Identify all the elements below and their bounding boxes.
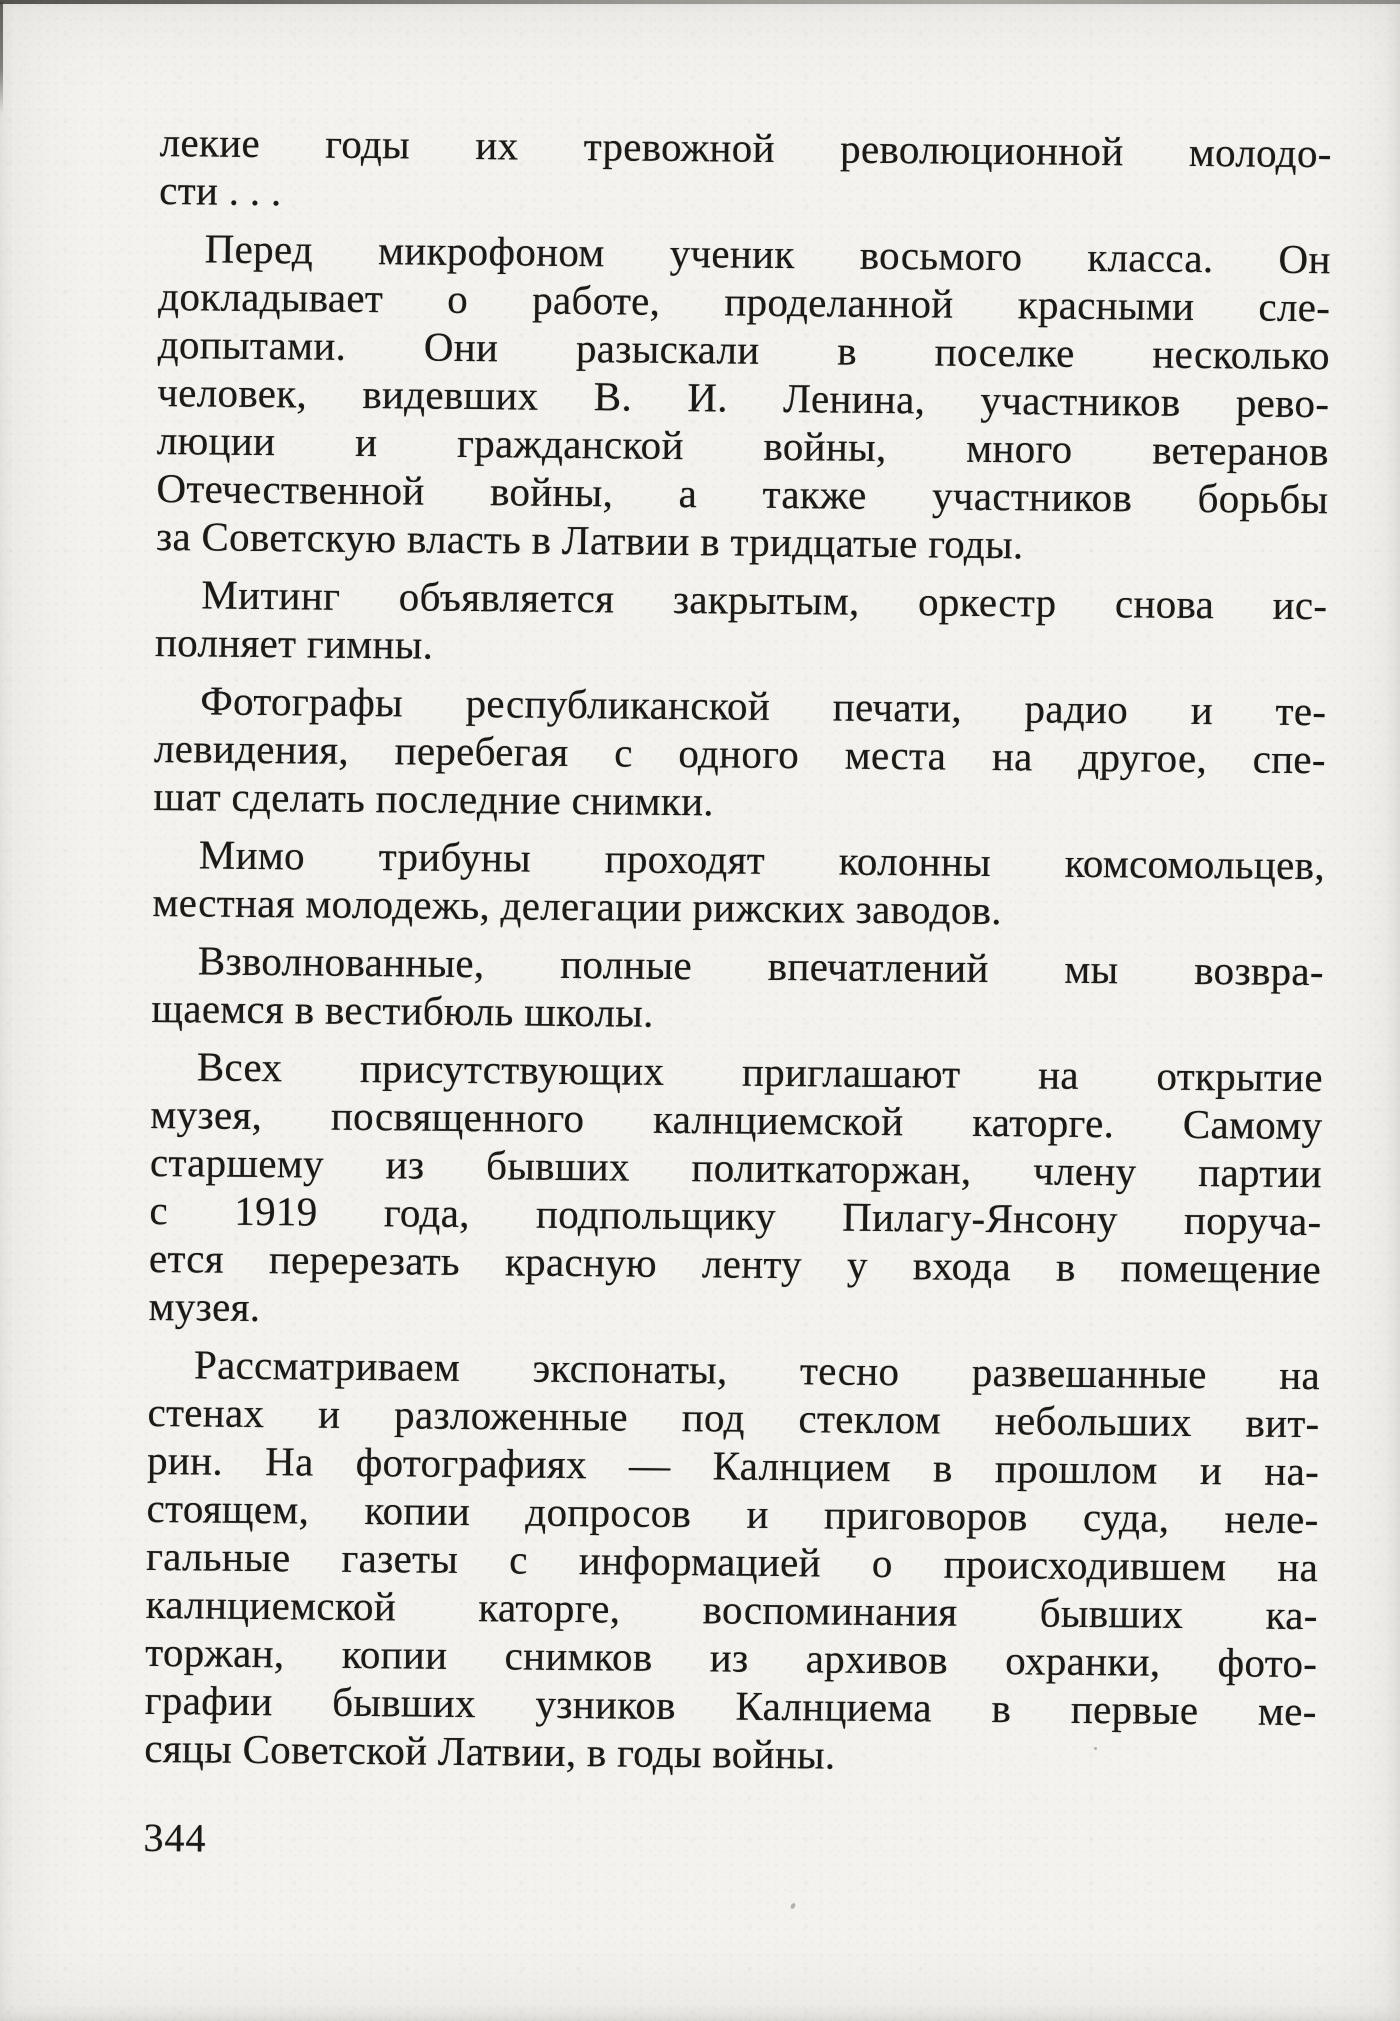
scan-edge-top — [0, 0, 1400, 4]
text-line: сти . . . — [159, 166, 282, 215]
text-line: Митинг объявляется закрытым, оркестр снова ис- — [201, 571, 1328, 629]
text-line: Рассматриваем экспонаты, тесно развешанные на — [193, 1341, 1321, 1399]
text-line: докладывает о работе, проделанной красными сле- — [158, 272, 1331, 331]
text-line: за Советскую власть в Латвии в тридцатые годы. — [155, 512, 1024, 568]
text-line: с 1919 года, подпольщику Пилагу-Янсону поруча- — [149, 1186, 1322, 1245]
text-line: торжан, копии снимков из архивов охранки, фото- — [145, 1628, 1318, 1687]
text-line: щаемся в вестибюль школы. — [151, 984, 654, 1036]
text-line: Взволнованные, полные впечатлений мы возвра- — [197, 937, 1325, 995]
text-line: допытами. Они разыскали в поселке несколько — [157, 320, 1330, 379]
text-line: Фотографы республиканской печати, радио и те- — [200, 677, 1327, 735]
text-line: старшему из бывших политкаторжан, члену партии — [149, 1138, 1323, 1197]
scan-edge-left — [0, 2, 3, 114]
paper-speck — [790, 1902, 796, 1909]
text-line: Перед микрофоном ученик восьмого класса. Он — [204, 225, 1331, 283]
text-line: музея. — [148, 1282, 261, 1331]
text-line: лекие годы их тревожной революционной молодо- — [159, 118, 1332, 177]
text-line: ется перерезать красную ленту у входа в помещение — [148, 1234, 1322, 1293]
text-line: шат сделать последние снимки. — [153, 772, 715, 825]
page-text-block — [143, 118, 1332, 1871]
text-line: рин. На фотографиях — Калнцием в прошлом и на- — [146, 1436, 1320, 1495]
text-line: люции и гражданской войны, много ветеранов — [156, 416, 1330, 475]
page-number: 344 — [143, 1814, 207, 1861]
text-line: стенах и разложенные под стеклом небольших вит- — [147, 1388, 1320, 1447]
text-line: музея, посвященного калнциемской каторге. Самому — [150, 1090, 1323, 1149]
text-line: полняет гимны. — [154, 618, 434, 668]
text-line: Отечественной войны, а также участников борьбы — [156, 464, 1329, 523]
text-line: Всех присутствующих приглашают на открытие — [196, 1043, 1324, 1101]
text-line: гальные газеты с информацией о происходившем на — [145, 1532, 1319, 1591]
text-line: стоящем, копии допросов и приговоров суда, неле- — [146, 1484, 1319, 1543]
text-line: калнциемской каторге, воспоминания бывших ка- — [145, 1580, 1318, 1639]
text-line: человек, видевших В. И. Ленина, участников рево- — [157, 368, 1330, 427]
text-line: сяцы Советской Латвии, в годы войны. — [144, 1724, 836, 1778]
text-line: левидения, перебегая с одного места на другое, спе- — [153, 724, 1327, 783]
text-line: графии бывших узников Калнциема в первые ме- — [144, 1676, 1317, 1735]
text-line: Мимо трибуны проходят колонны комсомольцев, — [198, 831, 1326, 889]
text-line: местная молодежь, делегации рижских заводов. — [152, 878, 1003, 934]
